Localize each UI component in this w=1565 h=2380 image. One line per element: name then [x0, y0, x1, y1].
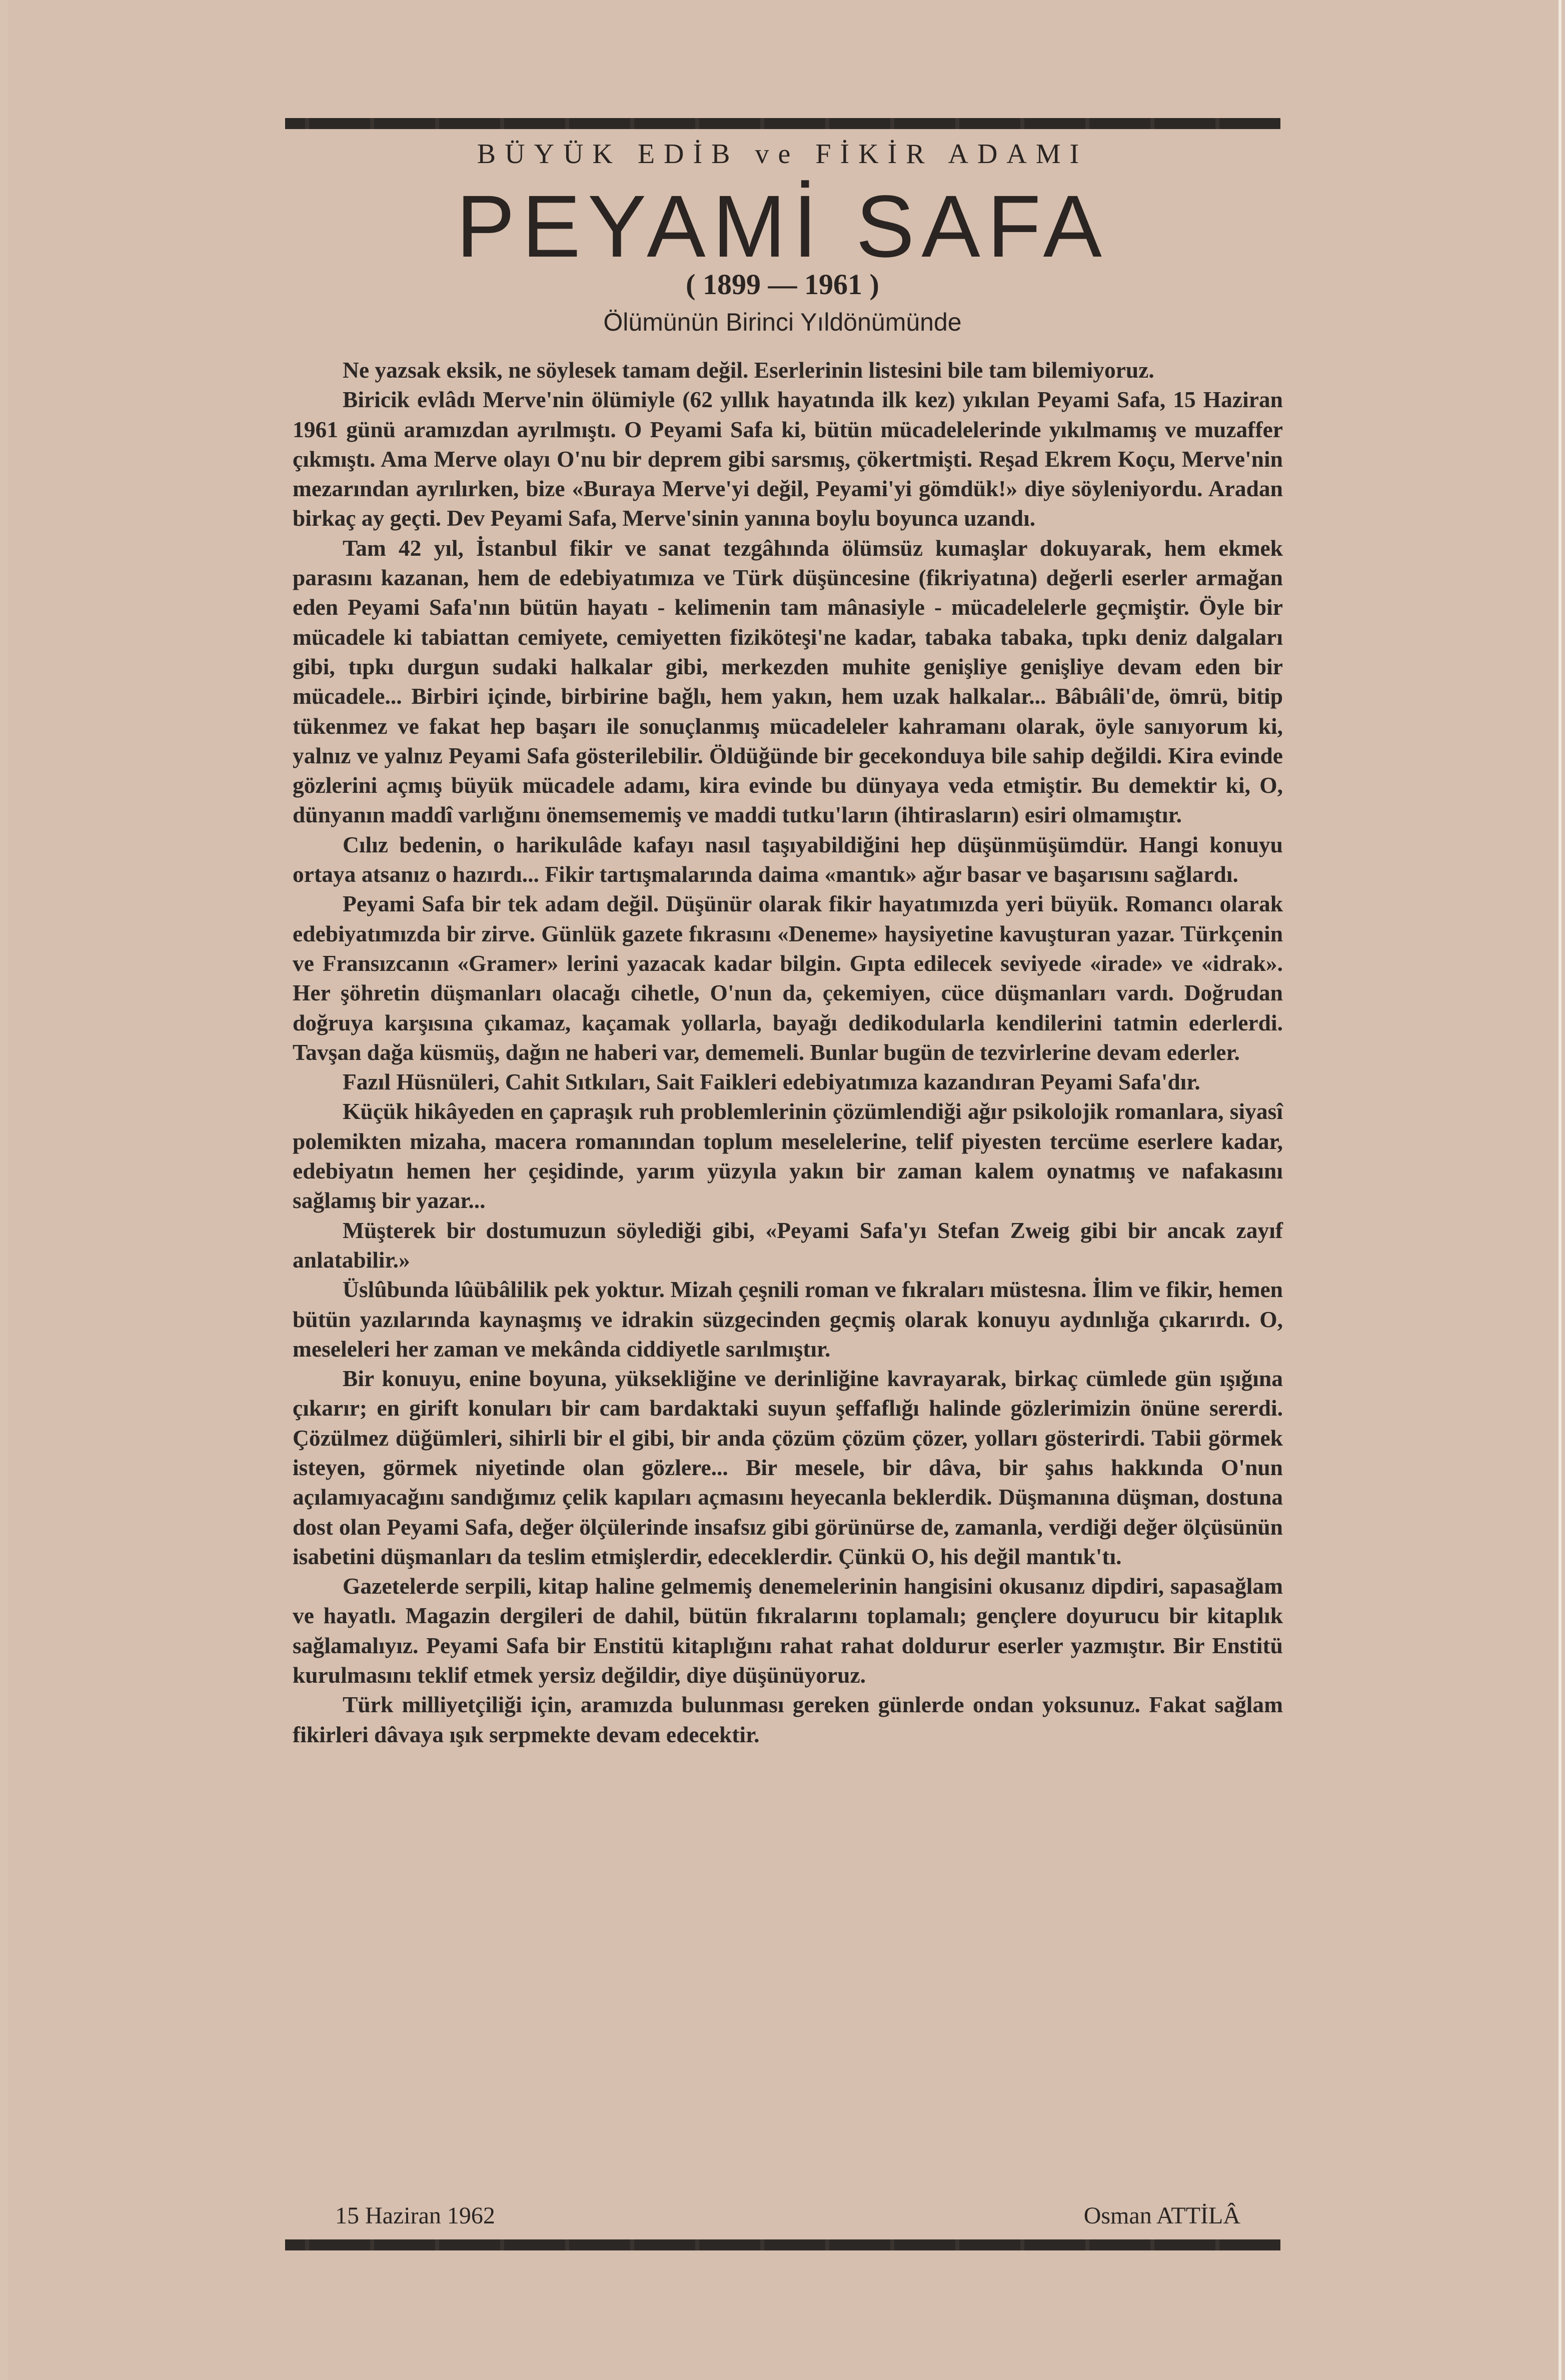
paragraph: Küçük hikâyeden en çapraşık ruh problemlerinin çözümlendiği ağır psikolojik romanlara, siyasî polemikten mizaha, macera romanından toplum meselelerine, telif piyesten tercüme eserlere kadar, edebiyatın hemen her çeşidinde, yarım yüzyıla yakın bir zaman kalem oynatmış ve nafakasını sağlamış bir yazar... — [293, 1098, 1283, 1214]
subtitle: Ölümünün Birinci Yıldönümünde — [603, 308, 962, 336]
paragraph: Müşterek bir dostumuzun söylediği gibi, «Peyami Safa'yı Stefan Zweig gibi bir ancak zayıf anlatabilir.» — [293, 1217, 1283, 1273]
paragraph: Cılız bedenin, o harikulâde kafayı nasıl taşıyabildiğini hep düşünmüşümdür. Hangi konuyu ortaya atsanız o hazırdı... Fikir tartışmalarında daima «mantık» ağır basar ve başarısını sağlardı. — [293, 831, 1283, 887]
paragraph: Üslûbunda lûübâlilik pek yoktur. Mizah çeşnili roman ve fıkraları müstesna. İlim ve fikir, hemen bütün yazılarında kaynaşmış ve idrakin süzgecinden geçmiş olarak konuyu aydınlığa çıkarırdı. O, meseleleri her zaman ve mekânda ciddiyetle sarılmıştır. — [293, 1277, 1283, 1362]
paragraph: Ne yazsak eksik, ne söylesek tamam değil. Eserlerinin listesini bile tam bilemiyoruz. — [343, 357, 1154, 383]
paragraph: Bir konuyu, enine boyuna, yüksekliğine ve derinliğine kavrayarak, birkaç cümlede gün ışığına çıkarır; en girift konuları bir cam bardaktaki suyun şeffaflığı halinde gözlerimizin önüne sererdi. Çözülmez düğümleri, sihirli bir el gibi, bir anda çözüm çözüm çözer, yolları gösterirdi. Tabii görmek isteyen, görmek niyetinde olan gözlere... Bir mesele, bir dâva, bir şahıs hakkında O'nun açılamıyacağını sandığımız çelik kapıları açmasını heyecanla beklerdik. Düşmanına düşman, dostuna dost olan Peyami Safa, değer ölçülerinde insafsız gibi görünürse de, zamanla, verdiği değer ölçüsünün isabetini düşmanları da teslim etmişlerdir, edeceklerdir. Çünkü O, his değil mantık'tı. — [293, 1366, 1283, 1569]
paragraph: Türk milliyetçiliği için, aramızda bulunması gereken günlerde ondan yoksunuz. Fakat sağlam fikirleri dâvaya ışık serpmekte devam edecektir. — [293, 1692, 1283, 1747]
page-title: PEYAMİ SAFA — [456, 178, 1109, 276]
paragraph: Biricik evlâdı Merve'nin ölümiyle (62 yıllık hayatında ilk kez) yıkılan Peyami Safa, 15 Haziran 1961 günü aramızdan ayrılmıştı. O Peyami Safa ki, bütün mücadelelerinde yıkılmamış ve muzaffer çıkmıştı. Ama Merve olayı O'nu bir deprem gibi sarsmış, çökertmişti. Reşad Ekrem Koçu, Merve'nin mezarından ayrılırken, bize «Buraya Merve'yi değil, Peyami'yi gömdük!» diye söyleniyordu. Aradan birkaç ay geçti. Dev Peyami Safa, Merve'sinin yanına boylu boyunca uzandı. — [293, 387, 1283, 531]
bottom-rule — [285, 2239, 1280, 2250]
article-body — [293, 355, 1283, 1749]
paragraph: Peyami Safa bir tek adam değil. Düşünür olarak fikir hayatımızda yeri büyük. Romancı olarak edebiyatımızda bir zirve. Günlük gazete fıkrasını «Deneme» haysiyetine kavuşturan yazar. Türkçenin ve Fransızcanın «Gramer» lerini yazacak kadar bilgin. Gıpta edilecek seviyede «irade» ve «idrak». Her şöhretin düşmanları olacağı cihetle, O'nun da, çekemiyen, cüce düşmanları vardı. Doğrudan doğruya karşısına çıkamaz, kaçamak yollarla, bayağı dedikodularla kendilerini tatmin ederlerdi. Tavşan dağa küsmüş, dağın ne haberi var, dememeli. Bunlar bugün de tezvirlerine devam ederler. — [293, 891, 1283, 1065]
article-date: 15 Haziran 1962 — [335, 2202, 495, 2229]
author-name: Osman ATTİLÂ — [1083, 2202, 1240, 2229]
paragraph: Gazetelerde serpili, kitap haline gelmemiş denemelerinin hangisini okusanız dipdiri, sapasağlam ve hayatlı. Magazin dergileri de dahil, bütün fıkralarını toplamalı; gençlere doyurucu bir kitaplık sağlamalıyız. Peyami Safa bir Enstitü kitaplığını rahat rahat doldurur eserler yazmıştır. Bir Enstitü kurulmasını teklif etmek yersiz değildir, diye düşünüyoruz. — [293, 1573, 1283, 1688]
paragraph: Tam 42 yıl, İstanbul fikir ve sanat tezgâhında ölümsüz kumaşlar dokuyarak, hem ekmek parasını kazanan, hem de edebiyatımıza ve Türk düşüncesine (fikriyatına) değerli eserler armağan eden Peyami Safa'nın bütün hayatı - kelimenin tam mânasiyle - mücadelelerle geçmiştir. Öyle bir mücadele ki tabiattan cemiyete, cemiyetten fiziköteşi'ne kadar, tabaka tabaka, tıpkı deniz dalgaları gibi, tıpkı durgun sudaki halkalar gibi, merkezden muhite genişliye genişliye devam eden bir mücadele... Birbiri içinde, birbirine bağlı, hem yakın, hem uzak halkalar... Bâbıâli'de, ömrü, bitip tükenmez ve fakat hep başarı ile sonuçlanmış mücadeleler kahramanı olarak, öyle sanıyorum ki, yalnız ve yalnız Peyami Safa gösterilebilir. Öldüğünde bir gecekonduya bile sahip değildi. Kira evinde gözlerini açmış büyük mücadele adamı, kira evinde bu dünyaya veda etmiştir. Bu demektir ki, O, dünyanın maddî varlığını önemsememiş ve maddi tutku'ların (ihtirasların) esiri olmamıştır. — [293, 535, 1283, 828]
life-years: ( 1899 — 1961 ) — [686, 268, 879, 301]
paragraph: Fazıl Hüsnüleri, Cahit Sıtkıları, Sait Faikleri edebiyatımıza kazandıran Peyami Safa'dır. — [343, 1069, 1200, 1095]
top-rule — [285, 118, 1280, 129]
signature-line — [335, 2202, 1240, 2229]
kicker-heading: BÜYÜK EDİB ve FİKİR ADAMI — [477, 139, 1088, 170]
